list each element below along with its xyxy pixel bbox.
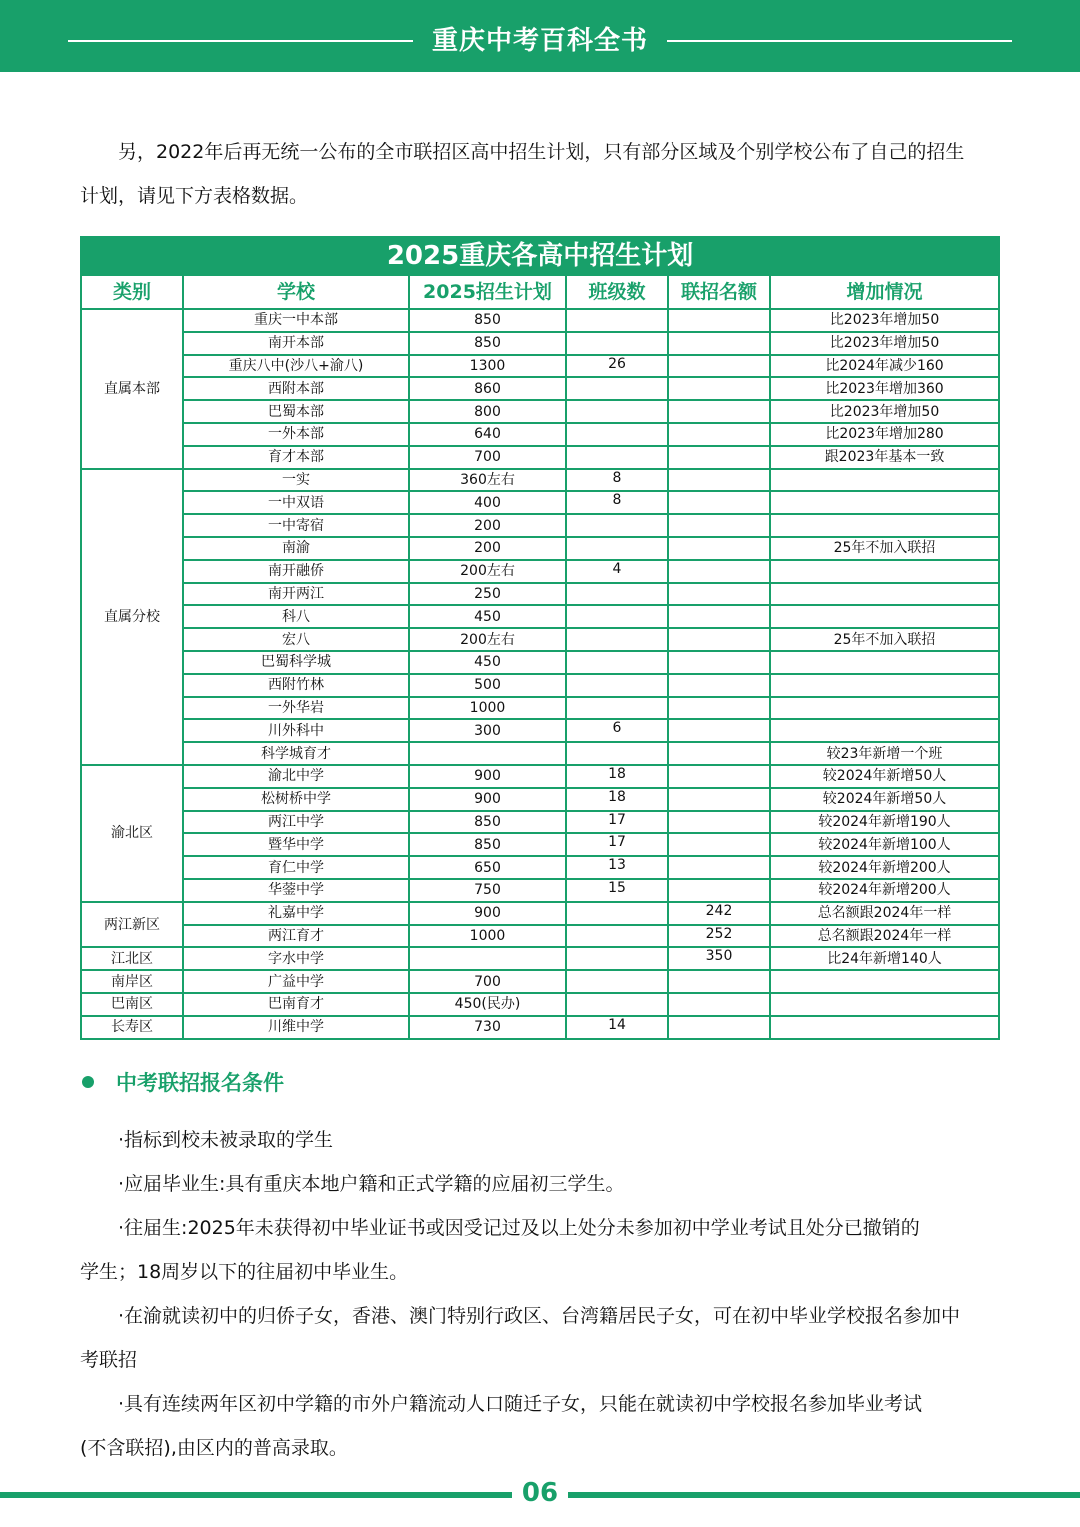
change-cell	[770, 1016, 999, 1039]
section-heading	[80, 1066, 284, 1098]
category-cell: 直属本部	[81, 309, 183, 469]
table-row	[81, 583, 999, 606]
school-cell: 华蓥中学	[183, 879, 409, 902]
quota-cell	[668, 993, 770, 1016]
table-row	[81, 400, 999, 423]
plan-cell: 250	[409, 583, 566, 606]
table-row	[81, 674, 999, 697]
plan-cell: 800	[409, 400, 566, 423]
column-header-quota: 联招名额	[668, 275, 770, 309]
intro-line: 计划，请见下方表格数据。	[80, 185, 309, 207]
classes-cell	[566, 605, 668, 628]
category-cell: 巴南区	[81, 993, 183, 1016]
quota-cell	[668, 469, 770, 492]
category-cell: 江北区	[81, 947, 183, 970]
school-cell: 礼嘉中学	[183, 902, 409, 925]
quota-cell	[668, 377, 770, 400]
quota-cell	[668, 811, 770, 834]
quota-cell	[668, 651, 770, 674]
enrollment-plan-table	[80, 236, 1000, 1040]
classes-cell	[566, 309, 668, 332]
book-title: 重庆中考百科全书	[431, 26, 648, 56]
plan-cell: 900	[409, 765, 566, 788]
plan-cell: 450(民办)	[409, 993, 566, 1016]
table-row	[81, 605, 999, 628]
quota-cell	[668, 537, 770, 560]
classes-cell	[566, 514, 668, 537]
table-row	[81, 1016, 999, 1039]
change-cell	[770, 491, 999, 514]
change-cell: 较2024年新增190人	[770, 811, 999, 834]
table-row	[81, 833, 999, 856]
change-cell: 比24年新增140人	[770, 947, 999, 970]
classes-cell	[566, 742, 668, 765]
classes-cell: 18	[566, 788, 668, 811]
change-cell: 较2024年新增200人	[770, 856, 999, 879]
section-title: 中考联招报名条件	[116, 1071, 284, 1095]
plan-cell: 850	[409, 332, 566, 355]
table-row	[81, 925, 999, 948]
classes-cell	[566, 947, 668, 970]
change-cell	[770, 697, 999, 720]
table-row	[81, 309, 999, 332]
classes-cell: 14	[566, 1016, 668, 1039]
plan-cell: 300	[409, 719, 566, 742]
page-header	[0, 0, 1080, 72]
change-cell: 比2023年增加360	[770, 377, 999, 400]
intro-paragraph	[80, 130, 1000, 218]
school-cell: 川维中学	[183, 1016, 409, 1039]
quota-cell	[668, 833, 770, 856]
plan-cell: 850	[409, 309, 566, 332]
school-cell: 两江中学	[183, 811, 409, 834]
table-row	[81, 742, 999, 765]
table-row	[81, 332, 999, 355]
school-cell: 南渝	[183, 537, 409, 560]
table-row	[81, 514, 999, 537]
quota-cell: 350	[668, 947, 770, 970]
classes-cell	[566, 332, 668, 355]
condition-item-continuation: (不含联招),由区内的普高录取。	[80, 1437, 348, 1459]
school-cell: 重庆八中(沙八+渝八)	[183, 355, 409, 378]
table-row	[81, 446, 999, 469]
school-cell: 巴南育才	[183, 993, 409, 1016]
table-row	[81, 560, 999, 583]
classes-cell: 13	[566, 856, 668, 879]
plan-cell: 1000	[409, 697, 566, 720]
table-body	[81, 309, 999, 1039]
plan-cell: 200	[409, 537, 566, 560]
school-cell: 南开本部	[183, 332, 409, 355]
change-cell: 较23年新增一个班	[770, 742, 999, 765]
change-cell: 跟2023年基本一致	[770, 446, 999, 469]
plan-cell: 360左右	[409, 469, 566, 492]
classes-cell	[566, 651, 668, 674]
table-row	[81, 879, 999, 902]
school-cell: 广益中学	[183, 970, 409, 993]
table-row	[81, 902, 999, 925]
classes-cell	[566, 583, 668, 606]
category-cell: 直属分校	[81, 469, 183, 765]
classes-cell: 17	[566, 811, 668, 834]
change-cell	[770, 514, 999, 537]
school-cell: 巴蜀本部	[183, 400, 409, 423]
plan-cell: 750	[409, 879, 566, 902]
condition-item: ·应届毕业生:具有重庆本地户籍和正式学籍的应届初三学生。	[118, 1173, 625, 1195]
table-row	[81, 491, 999, 514]
change-cell	[770, 674, 999, 697]
page-number: 06	[521, 1478, 559, 1508]
table-row	[81, 377, 999, 400]
column-header-classes: 班级数	[566, 275, 668, 309]
table-row	[81, 765, 999, 788]
quota-cell	[668, 742, 770, 765]
plan-cell: 850	[409, 811, 566, 834]
school-cell: 科学城育才	[183, 742, 409, 765]
change-cell: 比2023年增加50	[770, 309, 999, 332]
change-cell: 较2024年新增100人	[770, 833, 999, 856]
quota-cell	[668, 446, 770, 469]
school-cell: 巴蜀科学城	[183, 651, 409, 674]
column-header-change: 增加情况	[770, 275, 999, 309]
school-cell: 宏八	[183, 628, 409, 651]
quota-cell	[668, 514, 770, 537]
classes-cell: 4	[566, 560, 668, 583]
school-cell: 育才本部	[183, 446, 409, 469]
classes-cell: 18	[566, 765, 668, 788]
table-row	[81, 628, 999, 651]
table-row	[81, 970, 999, 993]
change-cell: 比2024年减少160	[770, 355, 999, 378]
quota-cell	[668, 879, 770, 902]
school-cell: 两江育才	[183, 925, 409, 948]
table-row	[81, 469, 999, 492]
table-row	[81, 947, 999, 970]
condition-item: ·在渝就读初中的归侨子女，香港、澳门特别行政区、台湾籍居民子女，可在初中毕业学校报名参加中	[118, 1305, 961, 1327]
change-cell: 25年不加入联招	[770, 537, 999, 560]
classes-cell	[566, 674, 668, 697]
plan-cell: 860	[409, 377, 566, 400]
school-cell: 一外华岩	[183, 697, 409, 720]
quota-cell	[668, 400, 770, 423]
table-row	[81, 993, 999, 1016]
change-cell: 总名额跟2024年一样	[770, 925, 999, 948]
plan-cell	[409, 947, 566, 970]
change-cell	[770, 970, 999, 993]
column-header-category: 类别	[81, 275, 183, 309]
plan-cell: 200左右	[409, 628, 566, 651]
plan-cell: 200	[409, 514, 566, 537]
plan-cell: 850	[409, 833, 566, 856]
column-header-school: 学校	[183, 275, 409, 309]
classes-cell: 6	[566, 719, 668, 742]
condition-item: ·往届生:2025年未获得初中毕业证书或因受记过及以上处分未参加初中学业考试且处分已撤销的	[118, 1217, 920, 1239]
category-cell: 两江新区	[81, 902, 183, 948]
conditions-list	[80, 1118, 1000, 1470]
table-row	[81, 355, 999, 378]
change-cell	[770, 605, 999, 628]
classes-cell	[566, 970, 668, 993]
header-rule-left	[68, 40, 413, 42]
plan-cell: 650	[409, 856, 566, 879]
change-cell	[770, 719, 999, 742]
table-row	[81, 697, 999, 720]
school-cell: 南开融侨	[183, 560, 409, 583]
category-cell: 渝北区	[81, 765, 183, 902]
quota-cell	[668, 628, 770, 651]
quota-cell	[668, 583, 770, 606]
quota-cell	[668, 719, 770, 742]
condition-item-continuation: 学生；18周岁以下的往届初中毕业生。	[80, 1261, 409, 1283]
table-row	[81, 719, 999, 742]
quota-cell	[668, 332, 770, 355]
quota-cell	[668, 856, 770, 879]
school-cell: 川外科中	[183, 719, 409, 742]
plan-cell: 200左右	[409, 560, 566, 583]
footer-rule-right	[568, 1492, 1080, 1498]
school-cell: 科八	[183, 605, 409, 628]
change-cell	[770, 993, 999, 1016]
classes-cell	[566, 377, 668, 400]
classes-cell	[566, 446, 668, 469]
plan-cell: 700	[409, 970, 566, 993]
school-cell: 一外本部	[183, 423, 409, 446]
quota-cell	[668, 423, 770, 446]
condition-item: ·指标到校未被录取的学生	[118, 1129, 334, 1151]
change-cell: 25年不加入联招	[770, 628, 999, 651]
plan-cell: 900	[409, 788, 566, 811]
category-cell: 长寿区	[81, 1016, 183, 1039]
table-title: 2025重庆各高中招生计划	[81, 237, 999, 275]
change-cell: 比2023年增加50	[770, 332, 999, 355]
condition-item: ·具有连续两年区初中学籍的市外户籍流动人口随迁子女，只能在就读初中学校报名参加毕业考试	[118, 1393, 923, 1415]
school-cell: 暨华中学	[183, 833, 409, 856]
plan-cell: 500	[409, 674, 566, 697]
school-cell: 西附本部	[183, 377, 409, 400]
change-cell	[770, 583, 999, 606]
classes-cell	[566, 697, 668, 720]
school-cell: 重庆一中本部	[183, 309, 409, 332]
classes-cell	[566, 400, 668, 423]
bullet-dot-icon	[82, 1076, 94, 1088]
school-cell: 松树桥中学	[183, 788, 409, 811]
change-cell	[770, 469, 999, 492]
classes-cell	[566, 537, 668, 560]
change-cell	[770, 651, 999, 674]
classes-cell	[566, 423, 668, 446]
footer-rule-left	[0, 1492, 512, 1498]
plan-cell: 450	[409, 605, 566, 628]
quota-cell: 242	[668, 902, 770, 925]
change-cell: 较2024年新增200人	[770, 879, 999, 902]
change-cell: 较2024年新增50人	[770, 765, 999, 788]
quota-cell: 252	[668, 925, 770, 948]
plan-cell: 400	[409, 491, 566, 514]
classes-cell: 15	[566, 879, 668, 902]
category-cell: 南岸区	[81, 970, 183, 993]
table-row	[81, 811, 999, 834]
classes-cell	[566, 925, 668, 948]
school-cell: 字水中学	[183, 947, 409, 970]
quota-cell	[668, 605, 770, 628]
quota-cell	[668, 697, 770, 720]
table-row	[81, 651, 999, 674]
plan-cell: 1300	[409, 355, 566, 378]
plan-cell: 450	[409, 651, 566, 674]
school-cell: 一中双语	[183, 491, 409, 514]
classes-cell: 8	[566, 491, 668, 514]
header-rule-right	[667, 40, 1012, 42]
quota-cell	[668, 491, 770, 514]
column-header-plan: 2025招生计划	[409, 275, 566, 309]
quota-cell	[668, 309, 770, 332]
plan-cell	[409, 742, 566, 765]
quota-cell	[668, 970, 770, 993]
school-cell: 一实	[183, 469, 409, 492]
table-row	[81, 423, 999, 446]
change-cell: 总名额跟2024年一样	[770, 902, 999, 925]
classes-cell: 17	[566, 833, 668, 856]
condition-item-continuation: 考联招	[80, 1349, 138, 1371]
quota-cell	[668, 355, 770, 378]
plan-cell: 730	[409, 1016, 566, 1039]
school-cell: 渝北中学	[183, 765, 409, 788]
plan-cell: 1000	[409, 925, 566, 948]
classes-cell	[566, 993, 668, 1016]
school-cell: 一中寄宿	[183, 514, 409, 537]
change-cell	[770, 560, 999, 583]
classes-cell: 8	[566, 469, 668, 492]
change-cell: 比2023年增加50	[770, 400, 999, 423]
school-cell: 南开两江	[183, 583, 409, 606]
plan-cell: 640	[409, 423, 566, 446]
change-cell: 较2024年新增50人	[770, 788, 999, 811]
plan-cell: 900	[409, 902, 566, 925]
school-cell: 育仁中学	[183, 856, 409, 879]
classes-cell	[566, 628, 668, 651]
table-row	[81, 856, 999, 879]
quota-cell	[668, 788, 770, 811]
intro-line: 另，2022年后再无统一公布的全市联招区高中招生计划，只有部分区域及个别学校公布了自己的招生	[118, 141, 965, 163]
quota-cell	[668, 1016, 770, 1039]
classes-cell	[566, 902, 668, 925]
classes-cell: 26	[566, 355, 668, 378]
quota-cell	[668, 765, 770, 788]
table-row	[81, 537, 999, 560]
change-cell: 比2023年增加280	[770, 423, 999, 446]
table-row	[81, 788, 999, 811]
plan-cell: 700	[409, 446, 566, 469]
quota-cell	[668, 560, 770, 583]
quota-cell	[668, 674, 770, 697]
school-cell: 西附竹林	[183, 674, 409, 697]
